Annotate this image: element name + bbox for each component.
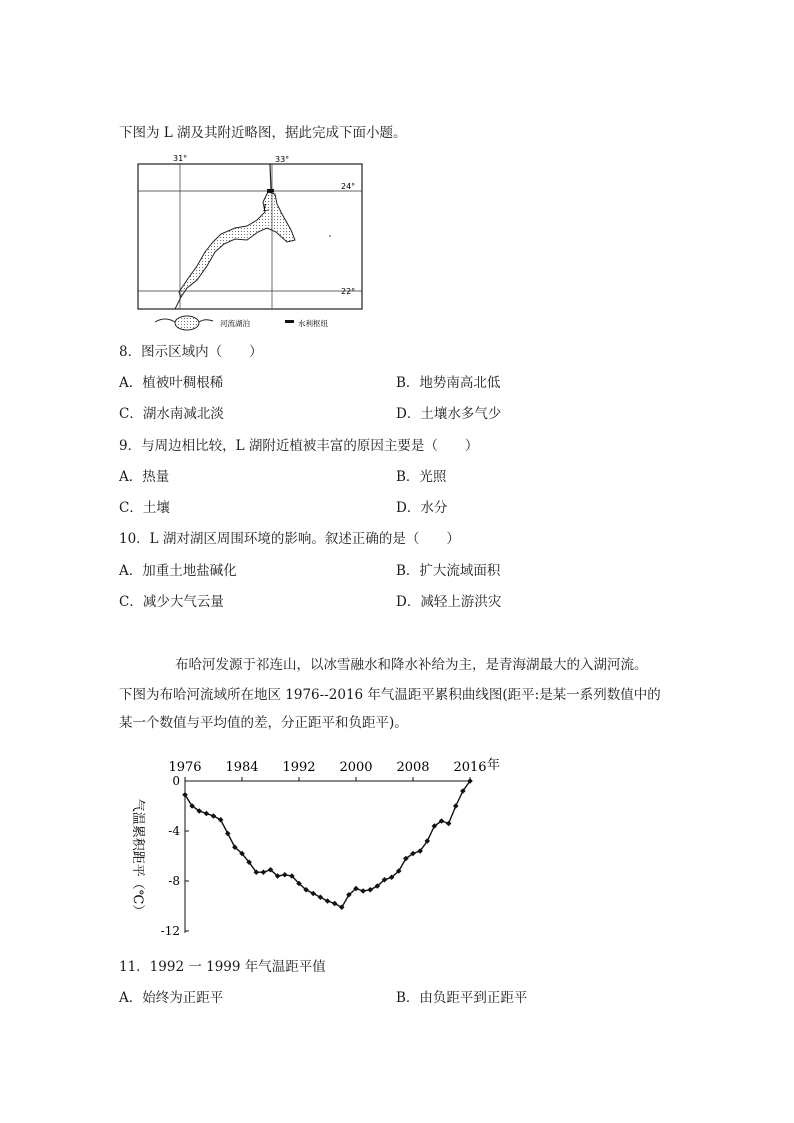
data-point [204,811,210,817]
q8-option-c[interactable]: C．湖水南减北淡 [119,406,224,422]
intro-text: 下图为 L 湖及其附近略图，据此完成下面小题。 [119,125,407,141]
data-point [453,803,459,809]
chart-ylabel: 气温累积距平（℃） [130,798,145,918]
data-point [325,898,331,904]
passage-line-2: 下图为布哈河流域所在地区 1976--2016 年气温距平累积曲线图(距平:是某一系列数值中的 [119,687,661,703]
q10-option-c[interactable]: C．减少大气云量 [119,594,224,610]
chart-ticks [161,757,500,938]
q8-option-d[interactable]: D．土壤水多气少 [396,406,502,422]
data-point [360,888,366,894]
x-tick-label: 2008 [396,760,430,775]
dam-marker [267,189,274,193]
q9-option-a[interactable]: A．热量 [119,469,170,485]
x-tick-label: 1984 [225,760,259,775]
temperature-anomaly-chart [122,750,522,942]
lon-label-31: 31° [173,154,188,163]
q9-option-d[interactable]: D．水分 [396,500,448,516]
q9-stem: 9．与周边相比较，L 湖附近植被丰富的原因主要是（ ） [119,438,479,454]
data-point [367,887,373,893]
passage-line-3: 某一个数值与平均值的差，分正距平和负距平)。 [119,715,408,731]
lat-label-24: 24° [341,182,356,191]
legend-river-right [199,320,213,322]
q9-option-c[interactable]: C．土壤 [119,500,170,516]
data-point [282,872,288,878]
lat-label-22: 22° [341,287,356,296]
series-points [182,778,473,910]
legend-dam-label: 水利枢纽 [298,319,328,328]
lake-map [135,152,367,342]
q8-option-a[interactable]: A．植被叶稠根稀 [119,375,224,391]
data-point [218,817,224,823]
q11-stem: 11．1992 一 1999 年气温距平值 [119,959,326,975]
data-point [261,869,267,875]
q10-option-b[interactable]: B．扩大流域面积 [396,563,501,579]
map-dot [329,235,331,237]
chart-axes [185,781,470,933]
q8-stem: 8．图示区域内（ ） [119,344,263,360]
data-point [211,813,217,819]
x-tick-label: 1976 [168,760,202,775]
y-tick-label: -8 [168,874,180,888]
lon-label-33: 33° [275,155,290,164]
data-point [310,891,316,897]
passage-line-1: 布哈河发源于祁连山，以冰雪融水和降水补给为主，是青海湖最大的入湖河流。 [175,657,648,673]
q10-option-a[interactable]: A．加重土地盐碱化 [119,563,237,579]
legend-river-left [155,319,175,322]
q11-option-a[interactable]: A．始终为正距平 [119,990,224,1006]
data-point [318,894,324,900]
q9-option-b[interactable]: B．光照 [396,469,447,485]
x-tick-label: 2016 [453,760,487,775]
data-point [446,821,452,827]
q10-option-d[interactable]: D．减轻上游洪灾 [396,594,502,610]
x-tick-label: 1992 [282,760,316,775]
data-point [332,901,338,907]
river-north [270,164,271,190]
y-tick-label: -4 [168,824,180,838]
legend-lake-label: 河流湖泊 [220,319,250,328]
data-point [225,831,231,837]
q8-option-b[interactable]: B．地势南高北低 [396,375,501,391]
x-tick-label: 2000 [339,760,373,775]
legend-dam-icon [285,320,294,323]
lake-shape [179,192,295,297]
x-unit-label: 年 [487,758,501,773]
legend-lake-icon [175,316,199,330]
series-line [185,781,470,907]
y-tick-label: -12 [160,924,180,938]
lake-label: L [263,204,269,214]
q11-option-b[interactable]: B．由负距平到正距平 [396,990,528,1006]
y-tick-label: 0 [172,774,180,788]
q10-stem: 10．L 湖对湖区周围环境的影响。叙述正确的是（ ） [119,531,460,547]
